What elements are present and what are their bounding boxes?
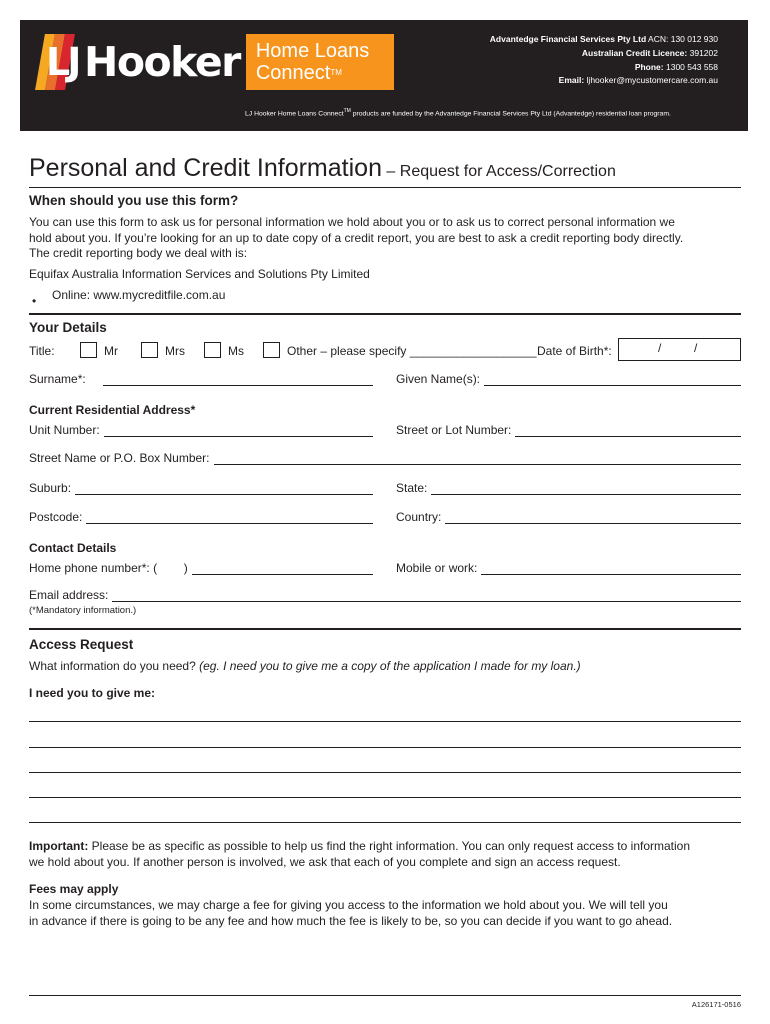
mrs-checkbox[interactable] [141, 342, 158, 358]
state-label: State: [396, 481, 428, 495]
street-lot-field[interactable] [396, 421, 741, 437]
address-heading: Current Residential Address* [29, 403, 196, 417]
email-field[interactable] [29, 586, 741, 602]
home-phone-label: Home phone number*: ( ) [29, 561, 188, 575]
form-code: A126171-0516 [691, 1000, 741, 1009]
phone-label: Phone: [634, 61, 664, 72]
access-question: What information do you need? (eg. I need you to give me a copy of the application I made for my loan.) [29, 659, 581, 673]
title-label: Title: [29, 344, 55, 358]
bullet: • [32, 294, 37, 308]
surname-label: Surname*: [29, 372, 86, 386]
page-title [29, 154, 741, 188]
home-phone-field[interactable] [29, 559, 373, 575]
phone-value: 1300 543 558 [666, 61, 718, 72]
mandatory-note: (*Mandatory information.) [29, 605, 137, 616]
online-link[interactable]: Online: www.mycreditfile.com.au [52, 288, 226, 302]
postcode-field[interactable] [29, 508, 373, 524]
surname-field[interactable] [29, 370, 373, 386]
contact-heading: Contact Details [29, 541, 117, 555]
ms-checkbox[interactable] [204, 342, 221, 358]
suburb-label: Suburb: [29, 481, 72, 495]
badge-line-1: Home Loans [255, 40, 370, 62]
when-line-2: hold about you. If you’re looking for an up to date copy of a credit report, you are best to ask a credit reporting body directly. [29, 231, 684, 245]
email-label: Email address: [29, 588, 109, 602]
given-names-field[interactable] [396, 370, 741, 386]
email-label: Email: [558, 75, 585, 86]
request-writing-line[interactable] [29, 797, 741, 798]
postcode-label: Postcode: [29, 510, 83, 524]
footer-divider [29, 995, 741, 996]
logo-lj-text: LJ [46, 40, 79, 84]
country-label: Country: [396, 510, 442, 524]
bureau-name: Equifax Australia Information Services and Solutions Pty Limited [29, 267, 370, 281]
important-line-2: we hold about you. If another person is involved, we ask that each of you complete and sign an access request. [29, 855, 621, 869]
mobile-field[interactable] [396, 559, 741, 575]
company-acn: ACN: 130 012 930 [648, 34, 718, 44]
country-field[interactable] [396, 508, 741, 524]
unit-number-field[interactable] [29, 421, 373, 437]
ms-label: Ms [228, 344, 244, 358]
dob-separator: / [658, 341, 662, 355]
logo-stripes-icon [36, 34, 79, 90]
when-line-1: You can use this form to ask us for personal information we hold about you or to ask us to correct personal information we [29, 215, 675, 229]
other-specify-field[interactable]: Other – please specify ___________________ [287, 344, 537, 358]
title-main: Personal and Credit Information [29, 154, 382, 182]
request-writing-line[interactable] [29, 772, 741, 773]
fees-line-2: in advance if there is going to be any fee and how much the fee is likely to be, so you can decide if you want to go ahead. [29, 914, 673, 928]
state-field[interactable] [396, 479, 741, 495]
need-label: I need you to give me: [29, 686, 156, 700]
fees-line-1: In some circumstances, we may charge a fee for giving you access to the information we hold about you. We will tell you [29, 898, 668, 912]
dob-field[interactable] [618, 338, 741, 361]
logo-word: Hooker [84, 38, 240, 86]
your-details-heading: Your Details [29, 320, 107, 335]
request-writing-line[interactable] [29, 822, 741, 823]
title-sub: – Request for Access/Correction [381, 163, 616, 180]
badge-line-2: Connect™ [255, 62, 342, 84]
when-heading: When should you use this form? [29, 193, 239, 208]
fees-heading: Fees may apply [29, 882, 119, 896]
when-line-3: The credit reporting body we deal with is: [29, 246, 248, 260]
unit-number-label: Unit Number: [29, 423, 100, 437]
important-line-1: Important: Please be as specific as possible to help us find the right information. You can only request access to information [29, 839, 691, 853]
request-writing-line[interactable] [29, 747, 741, 748]
dob-separator: / [694, 341, 698, 355]
section-divider [29, 313, 741, 315]
access-heading: Access Request [29, 637, 134, 652]
header-banner [20, 20, 748, 131]
mobile-label: Mobile or work: [396, 561, 478, 575]
other-checkbox[interactable] [263, 342, 280, 358]
licence-value: 391202 [689, 47, 718, 58]
email-value: ljhooker@mycustomercare.com.au [586, 75, 718, 86]
suburb-field[interactable] [29, 479, 373, 495]
company-name: Advantedge Financial Services Pty Ltd [489, 34, 647, 44]
section-divider [29, 628, 741, 630]
dob-label: Date of Birth*: [537, 344, 612, 358]
request-writing-line[interactable] [29, 721, 741, 722]
licence-label: Australian Credit Licence: [581, 47, 688, 58]
company-info [490, 33, 718, 88]
street-name-field[interactable] [29, 449, 741, 465]
street-lot-label: Street or Lot Number: [396, 423, 512, 437]
mr-checkbox[interactable] [80, 342, 97, 358]
home-loans-connect-badge [246, 34, 394, 90]
lj-hooker-logo [36, 34, 394, 90]
street-name-label: Street Name or P.O. Box Number: [29, 451, 210, 465]
funding-note: LJ Hooker Home Loans Connect™ products are funded by the Advantedge Financial Services Pty Ltd (Advantedge) residential loan program. [245, 108, 671, 118]
given-names-label: Given Name(s): [396, 372, 481, 386]
mr-label: Mr [104, 344, 118, 358]
mrs-label: Mrs [165, 344, 185, 358]
